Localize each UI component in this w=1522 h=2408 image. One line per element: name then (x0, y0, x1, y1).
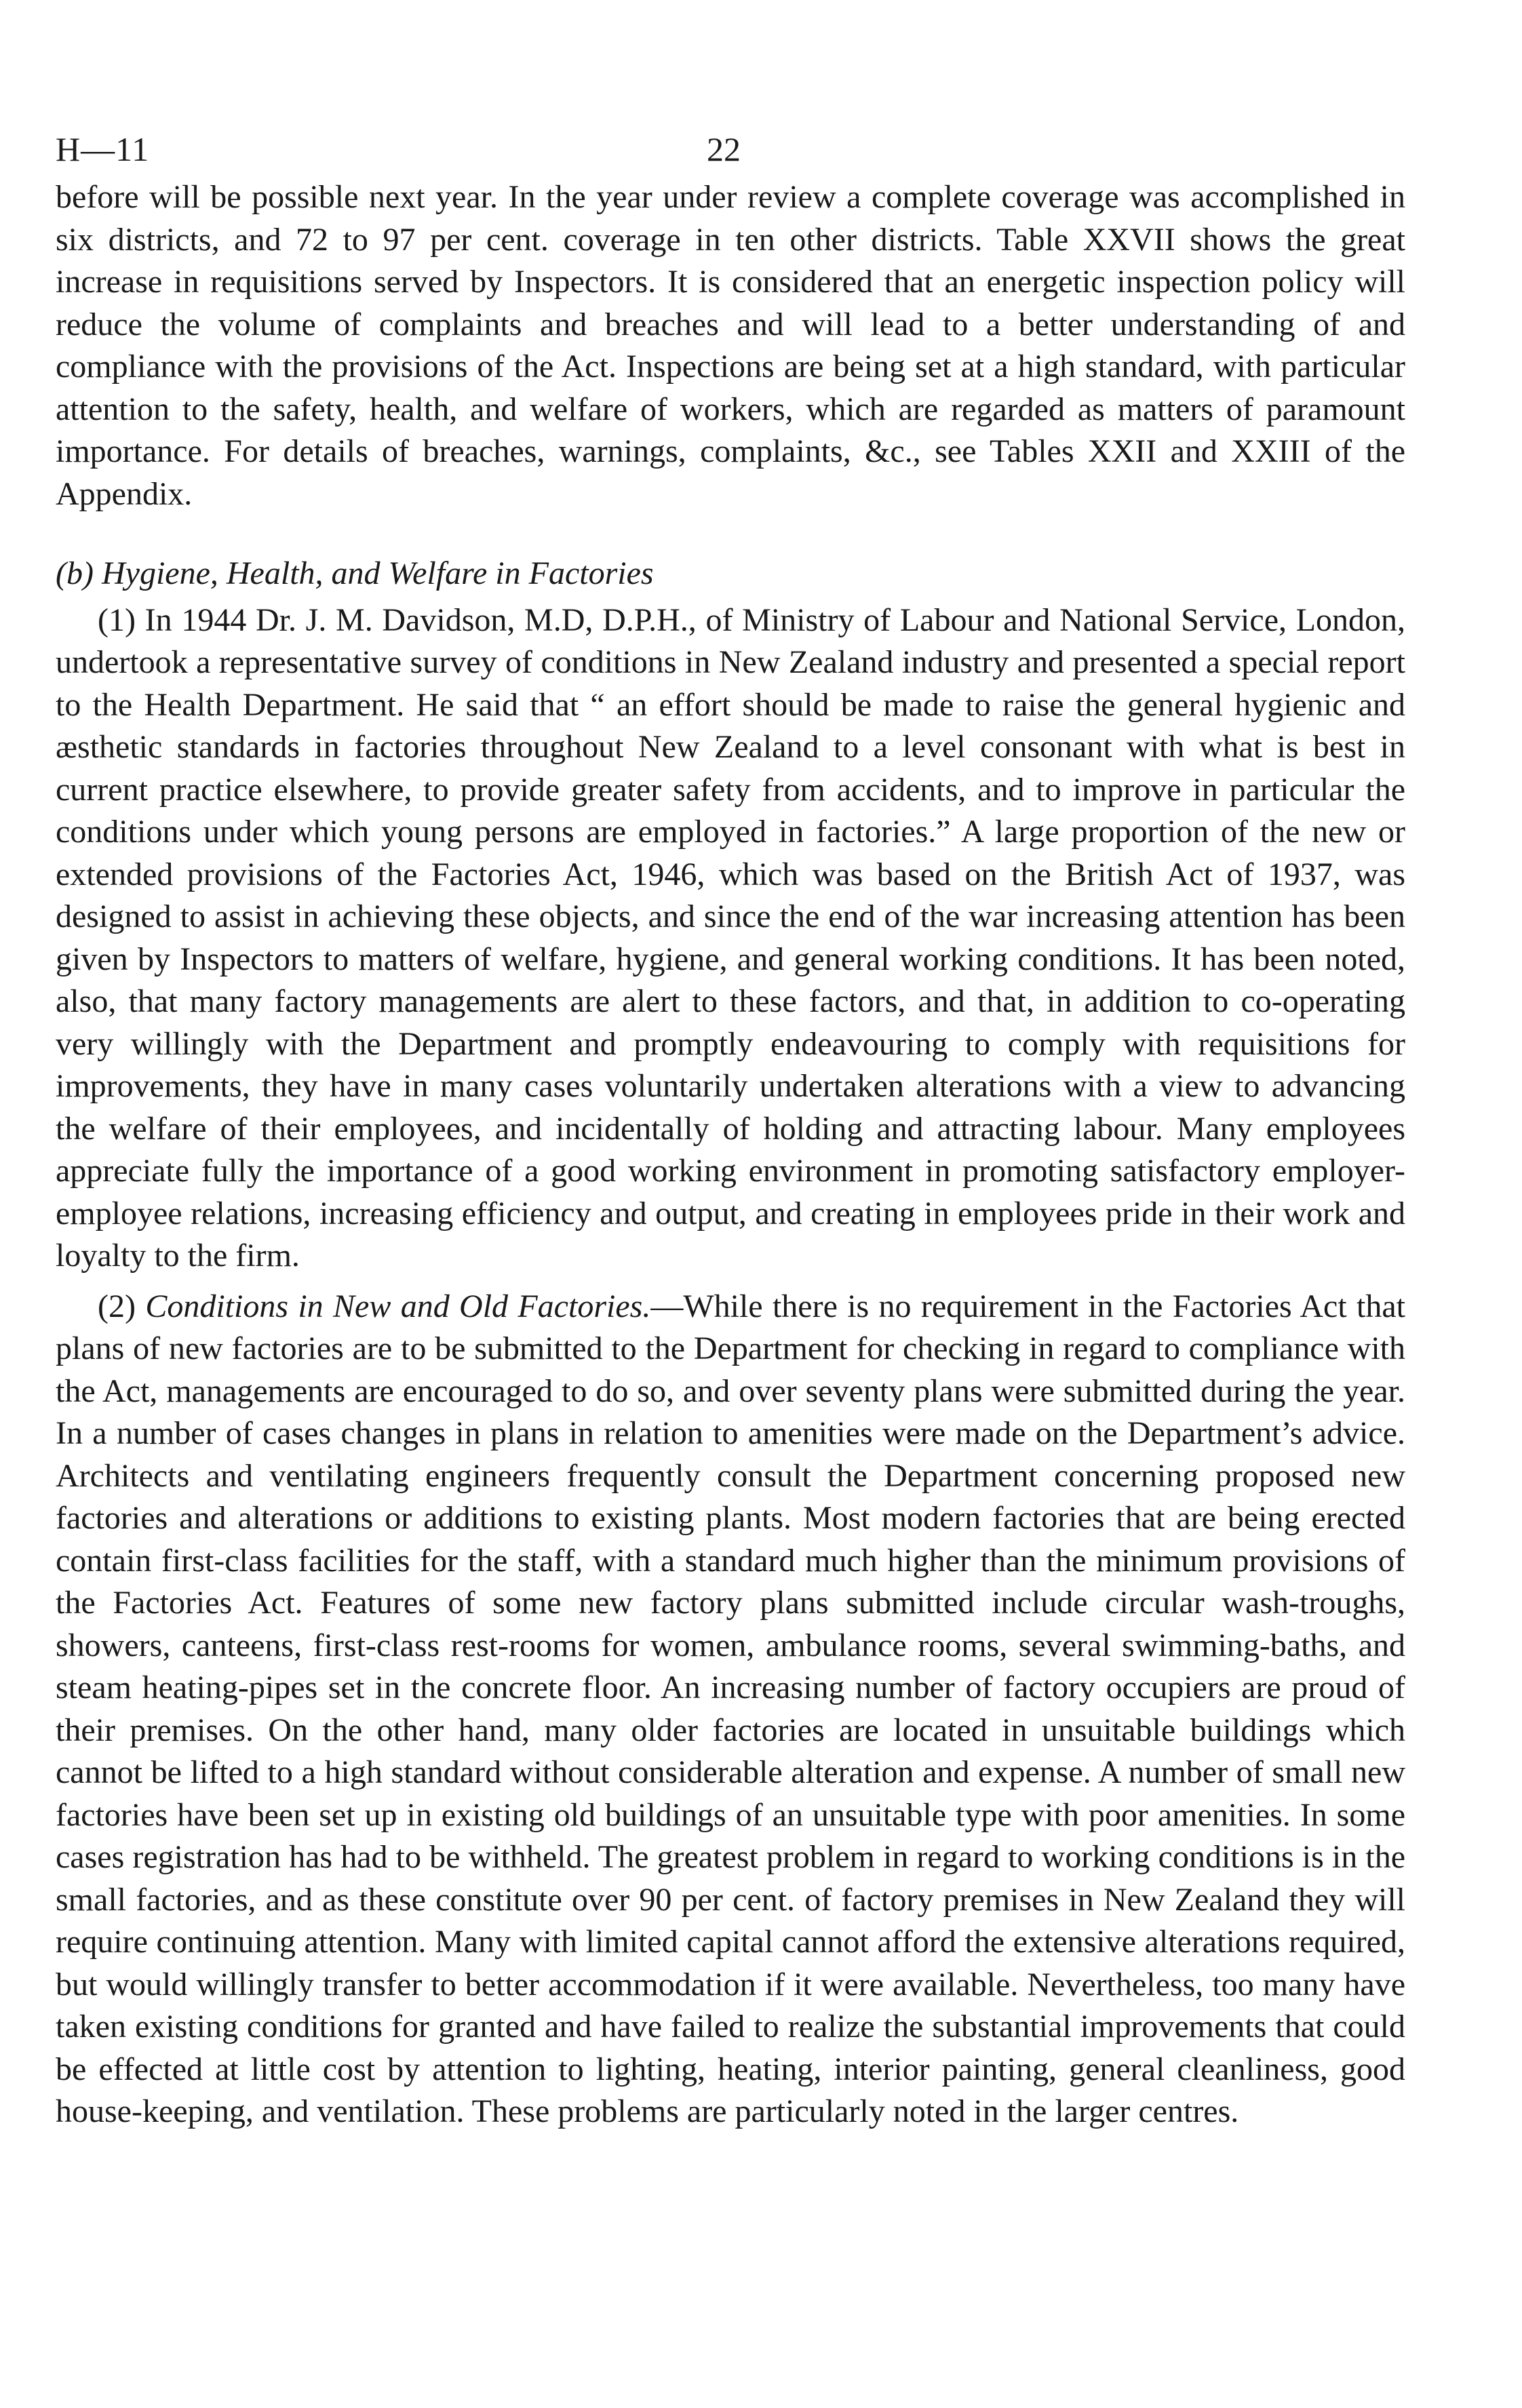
paragraph-2-label: (2) (98, 1288, 136, 1324)
section-heading-title: Hygiene, Health, and Welfare in Factories (101, 555, 654, 591)
running-head (56, 122, 1405, 176)
page-number: 22 (707, 130, 741, 168)
section-heading-label: (b) (56, 555, 94, 591)
body-text (56, 176, 1405, 2133)
section-heading (56, 553, 1405, 595)
paragraph-2 (56, 1286, 1405, 2133)
paragraph-2-title: Conditions in New and Old Factories. (145, 1288, 651, 1324)
document-page (56, 122, 1405, 2133)
intro-paragraph: before will be possible next year. In the year under review a complete coverage was accomplished in six districts, and 72 to 97 per cent. coverage in ten other districts. Table XXVII shows the great increase in requisitions served by Inspectors. It is considered that an energetic inspection policy will reduce the volume of complaints and breaches and will lead to a better understanding of and compliance with the provisions of the Act. Inspections are being set at a high standard, with particular attention to the safety, health, and welfare of workers, which are regarded as matters of paramount importance. For details of breaches, warnings, complaints, &c., see Tables XXII and XXIII of the Appendix. (56, 179, 1405, 512)
document-code: H—11 (56, 130, 150, 168)
paragraph-2-text: —While there is no requirement in the Factories Act that plans of new factories are to be submitted to the Department for checking in regard to compliance with the Act, managements are encouraged to do so, and over seventy plans were submitted during the year. In a number of cases changes in plans in relation to amenities were made on the Department’s advice. Architects and ventilating engineers frequently consult the Department concerning proposed new factories and alterations or additions to existing plants. Most modern factories that are being erected contain first-class facilities for the staff, with a standard much higher than the minimum provisions of the Factories Act. Features of some new factory plans submitted include circular wash-troughs, showers, canteens, first-class rest-rooms for women, ambulance rooms, several swimming-baths, and steam heating-pipes set in the concrete floor. An increasing number of factory occupiers are proud of their premises. On the other hand, many older factories are located in unsuitable buildings which cannot be lifted to a high standard without considerable alteration and expense. A number of small new factories have been set up in existing old buildings of an unsuitable type with poor amenities. In some cases registration has had to be withheld. The greatest problem in regard to working conditions is in the small factories, and as these constitute over 90 per cent. of factory premises in New Zealand they will require continuing attention. Many with limited capital cannot afford the extensive alterations required, but would willingly transfer to better accommodation if it were available. Nevertheless, too many have taken existing conditions for granted and have failed to realize the substantial improvements that could be effected at little cost by attention to lighting, heating, interior painting, general cleanliness, good house-keeping, and ventilation. These problems are particularly noted in the larger centres. (56, 1288, 1406, 2129)
paragraph-1: (1) In 1944 Dr. J. M. Davidson, M.D, D.P.H., of Ministry of Labour and National Service, London, undertook a representative survey of conditions in New Zealand industry and presented a special report to the Health Department. He said that “ an effort should be made to raise the general hygienic and æsthetic standards in factories throughout New Zealand to a level consonant with what is best in current practice elsewhere, to provide greater safety from accidents, and to improve in particular the conditions under which young persons are employed in factories.” A large proportion of the new or extended provisions of the Factories Act, 1946, which was based on the British Act of 1937, was designed to assist in achieving these objects, and since the end of the war increasing attention has been given by Inspectors to matters of welfare, hygiene, and general working conditions. It has been noted, also, that many factory managements are alert to these factors, and that, in addition to co-operating very willingly with the Department and promptly endeavouring to comply with requisitions for improvements, they have in many cases voluntarily undertaken alterations with a view to advancing the welfare of their employees, and incidentally of holding and attracting labour. Many employees appreciate fully the importance of a good working environment in promoting satisfactory employer-employee relations, increasing efficiency and output, and creating in employees pride in their work and loyalty to the firm. (56, 601, 1405, 1274)
